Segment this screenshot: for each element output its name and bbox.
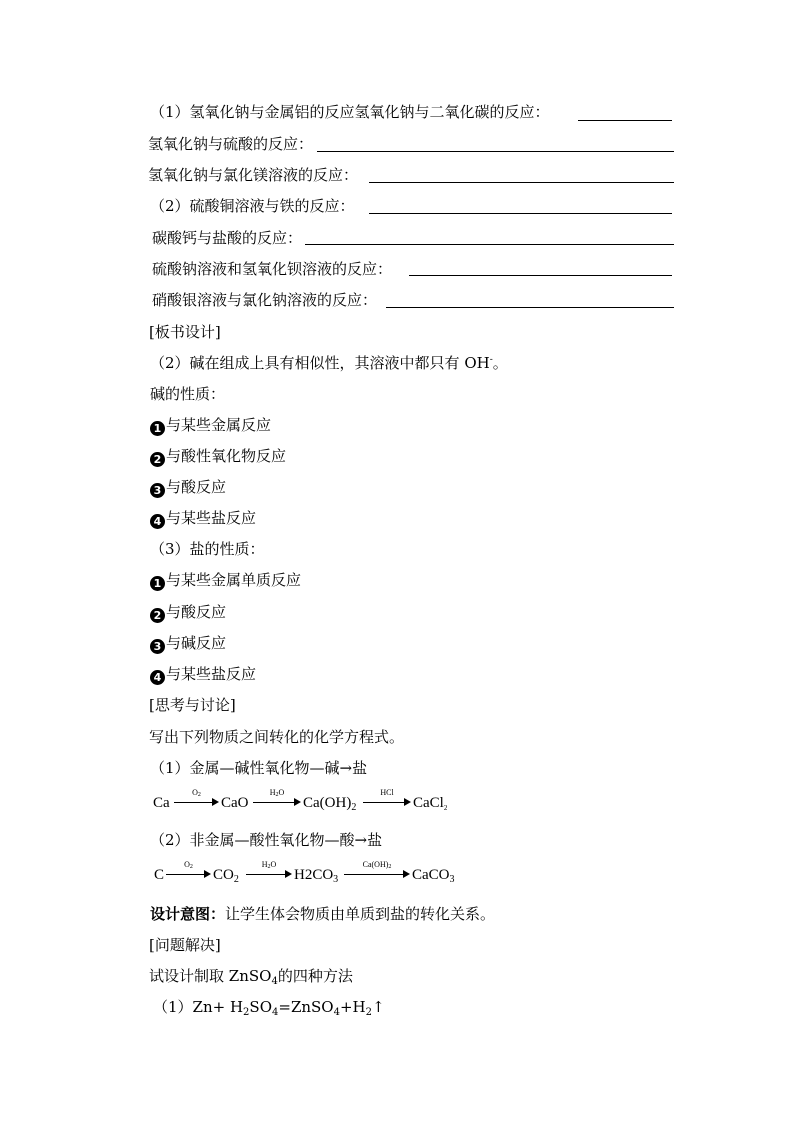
circled-number-icon: 4 xyxy=(150,670,165,685)
salt-property-2: 2 与酸反应 xyxy=(150,602,226,623)
answer-blank-4[interactable] xyxy=(369,213,672,214)
chain-2-carbon-dioxide: $CO_2$ xyxy=(213,867,239,885)
problem-task: 试设计制取 ZnSO$_4$的四种方法 xyxy=(149,967,353,987)
discussion-prompt: 写出下列物质之间转化的化学方程式。 xyxy=(149,728,405,746)
chain-1-arrow-1: $O_2$ xyxy=(174,791,219,811)
circled-number-icon: 2 xyxy=(150,608,165,623)
practice-line-3: 氢氧化钠与氯化镁溶液的反应： xyxy=(148,166,359,184)
chain-1-arrow-3: HCl xyxy=(363,791,411,811)
circled-number-icon: 1 xyxy=(150,576,165,591)
board-heading: [板书设计] xyxy=(149,323,221,341)
answer-blank-3[interactable] xyxy=(369,182,674,183)
salt-properties-title: （3）盐的性质： xyxy=(150,540,265,558)
circled-number-icon: 3 xyxy=(150,639,165,654)
salt-property-3: 3 与碱反应 xyxy=(150,633,226,654)
circled-number-icon: 4 xyxy=(150,514,165,529)
chain-1-arrow-2: $H_2O$ xyxy=(253,791,301,811)
chain-2-calcium-carbonate: CaCO$_3$ xyxy=(412,867,455,885)
chain-1-calcium-chloride: CaCl$_2$ xyxy=(413,795,448,812)
base-property-4: 4 与某些盐反应 xyxy=(150,508,256,529)
practice-line-4: （2）硫酸铜溶液与铁的反应： xyxy=(150,197,355,215)
answer-blank-2[interactable] xyxy=(317,151,674,152)
practice-line-2: 氢氧化钠与硫酸的反应： xyxy=(148,135,314,153)
chain-2-arrow-2: $H_2O$ xyxy=(246,863,292,883)
base-property-2: 2 与酸性氧化物反应 xyxy=(150,446,286,467)
gas-arrow-icon: ↑ xyxy=(372,998,385,1016)
answer-blank-7[interactable] xyxy=(386,307,674,308)
chain-2-arrow-3: $Ca(OH)_2$ xyxy=(344,863,410,883)
base-properties-title: 碱的性质： xyxy=(150,385,226,403)
arrow-head-icon xyxy=(294,798,301,806)
circled-number-icon: 2 xyxy=(150,452,165,467)
chain-2-carbon: C xyxy=(154,867,165,883)
answer-blank-1[interactable] xyxy=(578,120,672,121)
arrow-head-icon xyxy=(212,798,219,806)
answer-blank-6[interactable] xyxy=(409,275,672,276)
problem-heading: [问题解决] xyxy=(149,936,221,954)
arrow-head-icon xyxy=(285,870,292,878)
method-1-equation: $(1)Zn+ H_2SO_4=ZnSO_4+H_2↑$ xyxy=(153,998,385,1018)
chain-1-title: （1）金属—碱性氧化物—碱→盐 xyxy=(150,759,368,777)
base-property-3: 3 与酸反应 xyxy=(150,477,226,498)
arrow-head-icon xyxy=(204,870,211,878)
chain-1-calcium: Ca xyxy=(153,795,170,811)
design-intent: 设计意图：让学生体会物质由单质到盐的转化关系。 xyxy=(150,905,496,923)
practice-line-1: （1）氢氧化钠与金属铝的反应氢氧化钠与二氧化碳的反应： xyxy=(150,103,550,121)
answer-blank-5[interactable] xyxy=(305,244,674,245)
base-similarity-line: （2）碱在组成上具有相似性，其溶液中都只有 OH-。 xyxy=(150,354,508,372)
circled-number-icon: 3 xyxy=(150,483,165,498)
practice-line-5: 碳酸钙与盐酸的反应： xyxy=(152,229,303,247)
base-property-1: 1 与某些金属反应 xyxy=(150,415,271,436)
chain-2-title: （2）非金属—酸性氧化物—酸→盐 xyxy=(150,831,383,849)
salt-property-4: 4 与某些盐反应 xyxy=(150,664,256,685)
arrow-head-icon xyxy=(404,798,411,806)
discussion-heading: [思考与讨论] xyxy=(149,696,236,714)
chain-1-calcium-oxide: CaO xyxy=(221,795,249,811)
chain-2-arrow-1: $O_2$ xyxy=(166,863,211,883)
practice-line-7: 硝酸银溶液与氯化钠溶液的反应： xyxy=(152,291,378,309)
arrow-head-icon xyxy=(403,870,410,878)
chain-1-calcium-hydroxide: $Ca(OH)_2$ xyxy=(303,795,357,813)
design-intent-label: 设计意图： xyxy=(150,905,226,923)
circled-number-icon: 1 xyxy=(150,421,165,436)
practice-line-6: 硫酸钠溶液和氢氧化钡溶液的反应： xyxy=(152,260,393,278)
chain-2-carbonic-acid: $H2CO_3$ xyxy=(294,867,339,885)
salt-property-1: 1 与某些金属单质反应 xyxy=(150,570,301,591)
